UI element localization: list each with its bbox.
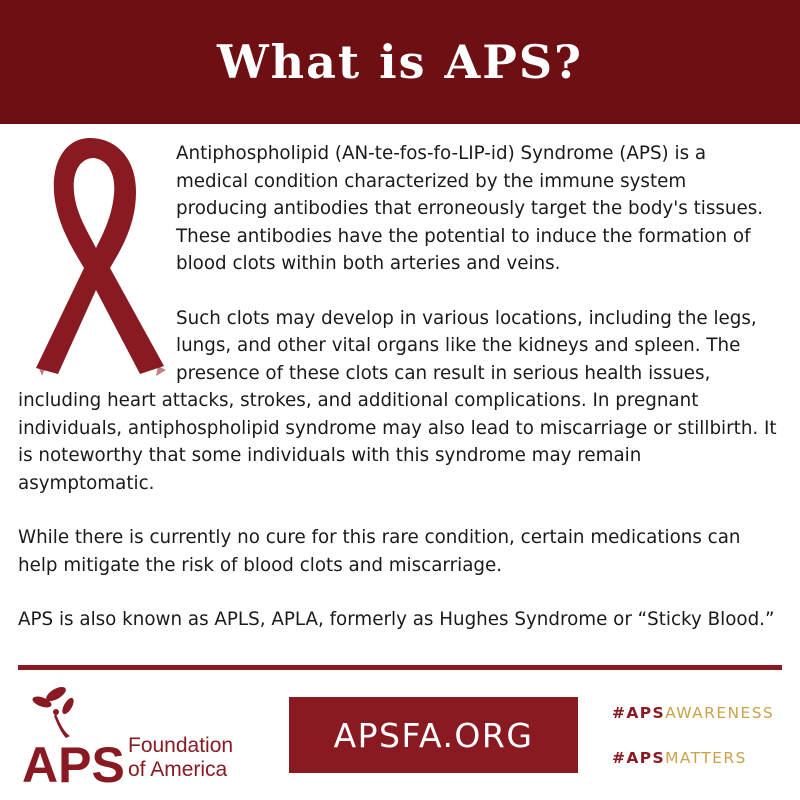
- svg-text:APS: APS: [22, 737, 125, 790]
- paragraph-definition: Antiphospholipid (AN-te-fos-fo-LIP-id) Syndrome (APS) is a medical condition characterized by the immune system producing antibodies that erroneously target the body's tissues. These antibodies have the potential to induce the formation of blood clots within both arteries and veins.: [176, 143, 764, 274]
- website-link[interactable]: [289, 697, 578, 773]
- header-banner: [0, 0, 800, 124]
- dragonfly-icon: [16, 680, 128, 790]
- aps-foundation-logo[interactable]: [16, 680, 256, 790]
- logo-text-of-america: of America: [128, 758, 228, 781]
- paragraph-complications: Such clots may develop in various locations, including the legs, lungs, and other vital organs like the kidneys and spleen. The presence of these clots can result in serious health issues, including heart attacks, strokes, and additional complications. In pregnant individuals, antiphospholipid syndrome may also lead to miscarriage or stillbirth. It is noteworthy that some individuals with this syndrome may remain asymptomatic.: [18, 307, 777, 494]
- paragraph-treatment: While there is currently no cure for this rare condition, certain medications can help mitigate the risk of blood clots and miscarriage.: [18, 527, 741, 576]
- hashtag-aps-matters[interactable]: #APSMATTERS: [612, 749, 747, 767]
- paragraph-aliases: APS is also known as APLS, APLA, formerly as Hughes Syndrome or “Sticky Blood.”: [18, 609, 775, 630]
- logo-text-foundation: Foundation: [128, 734, 234, 757]
- page-title: What is APS?: [216, 35, 583, 89]
- divider: [18, 665, 782, 670]
- hashtag-aps-awareness[interactable]: #APSAWARENESS: [612, 704, 775, 722]
- website-url: APSFA.ORG: [333, 715, 534, 755]
- body-text: [18, 140, 782, 661]
